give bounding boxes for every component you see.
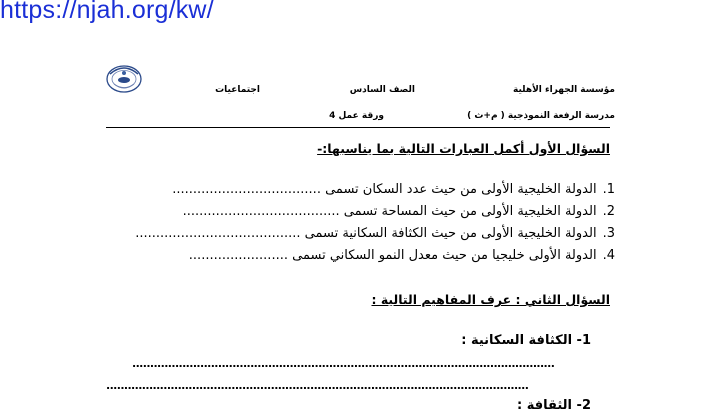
list-item [135,226,615,242]
answer-blank: ........................ [188,248,288,263]
question-1-title: السؤال الأول أكمل العبارات التالية بما يناسبها:- [317,141,610,156]
school-logo-icon [104,60,144,96]
answer-blank: ...................................... [182,204,340,219]
answer-blank: .................................... [172,182,321,197]
question-2-title: السؤال الثاني : عرف المفاهيم التالية : [371,292,610,307]
concept-1-label: 1- الكثافة السكانية : [461,333,591,348]
item-text: الدولة الأولى خليجيا من حيث معدل النمو السكاني تسمى [292,248,597,263]
item-text: الدولة الخليجية الأولى من حيث المساحة تسمى [343,204,597,219]
list-item [172,182,615,198]
worksheet-number: ورقة عمل 4 [329,111,384,121]
answer-blank: ........................................ [135,226,301,241]
item-number: 3. [602,226,615,241]
header-divider [106,127,610,128]
item-text: الدولة الخليجية الأولى من حيث الكثافة السكانية تسمى [304,226,597,241]
school-name: مدرسة الرفعة النموذجية ( م+ث ) [467,111,615,121]
item-number: 2. [602,204,615,219]
list-item [183,204,615,220]
organization-name: مؤسسة الجهراء الأهلية [513,85,615,95]
concept-2-label: 2- الثقافة : [517,398,591,413]
website-url: https://njah.org/kw/ [0,0,214,24]
item-number: 1. [602,182,615,197]
item-number: 4. [602,248,615,263]
grade-label: الصف السادس [349,85,415,95]
answer-line: ...................................................................................................................... [106,380,529,392]
answer-line: ...................................................................................................................... [132,358,555,370]
subject-label: اجتماعيات [215,85,260,95]
item-text: الدولة الخليجية الأولى من حيث عدد السكان تسمى [325,182,597,197]
list-item [189,248,615,264]
